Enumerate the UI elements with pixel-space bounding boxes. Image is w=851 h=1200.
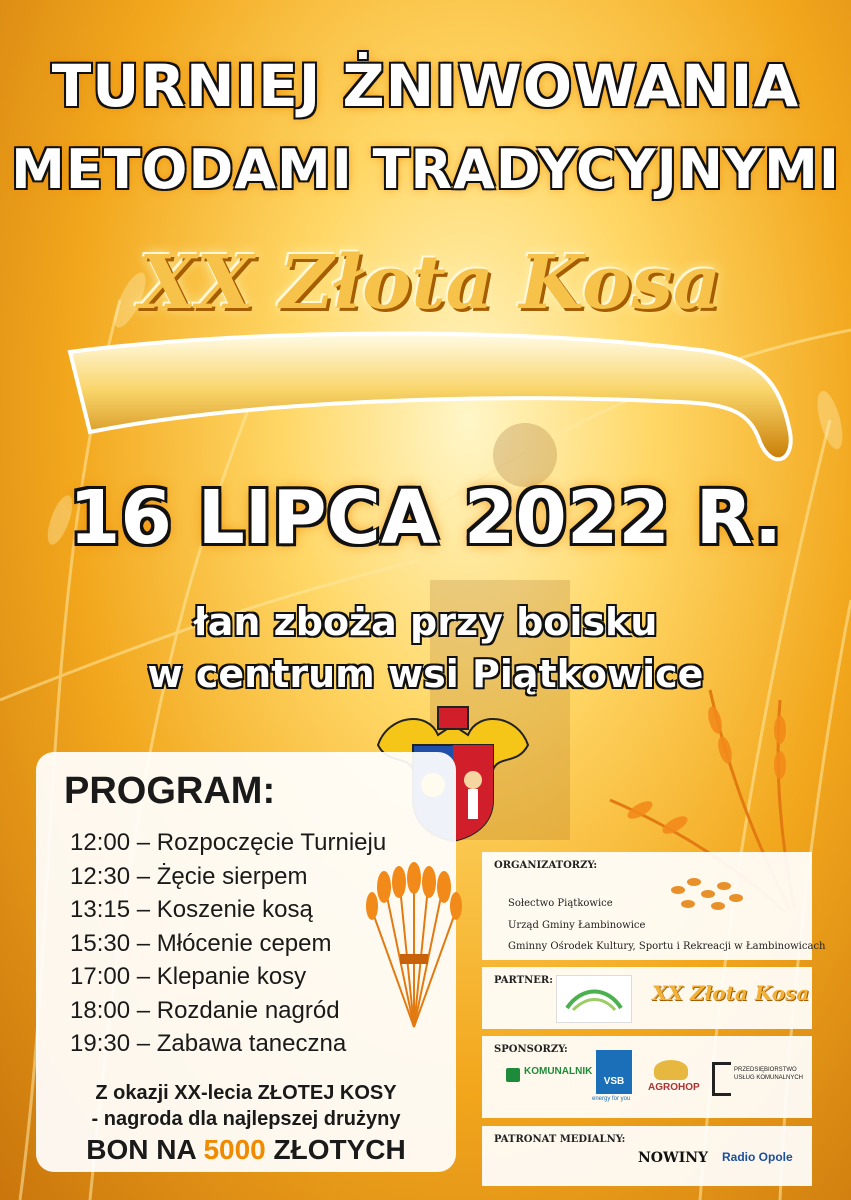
partner-logo-icon xyxy=(556,975,632,1023)
wheat-sheaf-icon xyxy=(354,862,474,1032)
program-list xyxy=(70,826,386,1061)
program-title: PROGRAM: xyxy=(64,770,276,812)
sponsors-heading: SPONSORZY: xyxy=(494,1044,568,1055)
anniversary-note-line-2: - nagroda dla najlepszej drużyny xyxy=(91,1108,401,1130)
program-item: 13:15 – Koszenie kosą xyxy=(70,896,313,923)
partner-heading: PARTNER: xyxy=(494,975,553,986)
program-panel xyxy=(36,752,456,1172)
program-item: 19:30 – Zabawa taneczna xyxy=(70,1030,347,1057)
event-place-line-2: w centrum wsi Piątkowice xyxy=(147,652,704,696)
organizer-item: Sołectwo Piątkowice xyxy=(508,898,613,909)
media-box xyxy=(482,1126,812,1186)
organizer-item: Urząd Gminy Łambinowice xyxy=(508,920,646,931)
title-line-2: METODAMI TRADYCYJNYMI xyxy=(11,138,840,201)
media-heading: PATRONAT MEDIALNY: xyxy=(494,1134,626,1145)
prize-prefix: BON NA xyxy=(86,1134,204,1165)
program-item: 17:00 – Klepanie kosy xyxy=(70,963,307,990)
program-item: 12:00 – Rozpoczęcie Turnieju xyxy=(70,829,387,856)
prize-amount: 5000 xyxy=(203,1134,266,1165)
brand-logo-text: XX Złota Kosa xyxy=(139,240,721,326)
komunalnik-logo: KOMUNALNIK xyxy=(524,1066,593,1077)
agrohop-logo: AGROHOP xyxy=(648,1082,700,1093)
event-date: 16 LIPCA 2022 R. xyxy=(68,475,783,561)
vsb-tagline: energy for you xyxy=(592,1096,631,1102)
prize-text xyxy=(36,1134,456,1166)
radio-opole-logo: Radio Opole xyxy=(722,1150,793,1164)
pk-logo-text: PRZEDSIĘBIORSTWO USŁUG KOMUNALNYCH xyxy=(734,1067,804,1081)
komunalnik-logo-icon xyxy=(506,1068,520,1082)
prize-suffix: ZŁOTYCH xyxy=(265,1134,406,1165)
nowiny-logo: NOWINY xyxy=(638,1150,709,1166)
organizers-heading: ORGANIZATORZY: xyxy=(494,860,598,871)
partner-box xyxy=(482,967,812,1029)
organizers-box xyxy=(482,852,826,960)
organizer-item: Gminny Ośrodek Kultury, Sportu i Rekreacji w Łambinowicach xyxy=(508,941,826,952)
anniversary-note-line-1: Z okazji XX-lecia ZŁOTEJ KOSY xyxy=(95,1082,397,1104)
program-item: 15:30 – Młócenie cepem xyxy=(70,929,332,957)
sponsors-box xyxy=(482,1036,812,1118)
agrohop-logo-icon xyxy=(654,1060,688,1080)
title-line-1: TURNIEJ ŻNIWOWANIA xyxy=(51,52,800,120)
wheat-grains-icon xyxy=(668,870,748,918)
pk-logo-icon xyxy=(712,1062,731,1096)
partner-brand-logo: XX Złota Kosa xyxy=(652,981,810,1005)
program-item: 12:30 – Żęcie sierpem xyxy=(70,862,308,890)
vsb-logo: VSB xyxy=(596,1050,632,1094)
event-place-line-1: łan zboża przy boisku xyxy=(193,600,658,644)
program-item: 18:00 – Rozdanie nagród xyxy=(70,996,340,1024)
